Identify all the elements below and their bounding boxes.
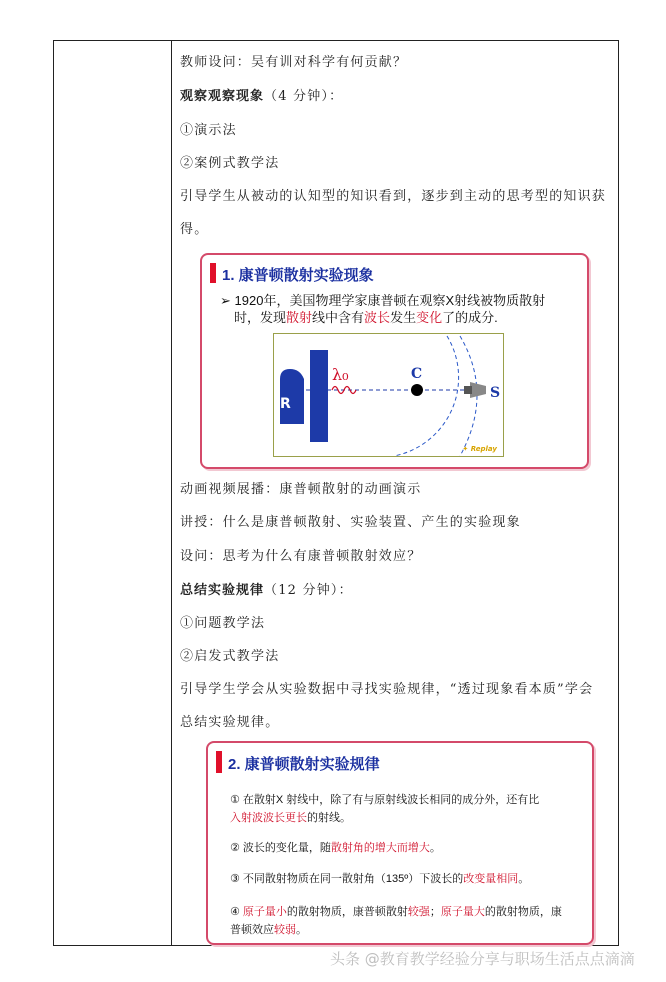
source-label: R bbox=[280, 396, 291, 412]
text-line: 讲授：什么是康普顿散射、实验装置、产生的实验现象 bbox=[180, 515, 521, 530]
text-line: 引导学生学会从实验数据中寻找实验规律，“透过现象看本质”学会 bbox=[180, 682, 594, 697]
text-line: ②启发式教学法 bbox=[180, 649, 280, 664]
text-line: ①演示法 bbox=[180, 123, 237, 138]
highlight-text: 较弱 bbox=[274, 924, 296, 936]
highlight-text: 波长 bbox=[364, 310, 391, 325]
highlight-text: 原子量大 bbox=[440, 906, 485, 918]
highlight-text: 散射 bbox=[286, 310, 313, 325]
scattering-arc bbox=[394, 336, 459, 456]
text-segment: 的散射物质，康 bbox=[484, 906, 562, 918]
slide-card-compton-phenomenon bbox=[200, 253, 589, 469]
bullet-line-2 bbox=[234, 307, 498, 326]
highlight-text: 较强 bbox=[407, 906, 430, 918]
text-segment: 。 bbox=[429, 842, 441, 854]
text-line: 引导学生从被动的认知型的知识看到，逐步到主动的思考型的知识获 bbox=[180, 189, 607, 204]
text-line: 得。 bbox=[180, 222, 209, 237]
text-segment: 时，发现 bbox=[234, 310, 287, 325]
text-segment: 普顿效应 bbox=[230, 924, 274, 936]
highlight-text: 散射角的增大而增大 bbox=[330, 842, 430, 854]
text-line: ②案例式教学法 bbox=[180, 156, 280, 171]
replay-button[interactable]: ✦ Replay bbox=[462, 445, 497, 453]
highlight-text: 入射波波长更长 bbox=[230, 812, 307, 824]
text-segment: 的散射物质，康普顿散射 bbox=[286, 906, 408, 918]
text-segment: 1920年，美国物理学家康普顿在观察X射线被物质散射 bbox=[234, 293, 546, 308]
wavelength-label: λ₀ bbox=[332, 365, 349, 384]
apparatus-svg bbox=[274, 334, 503, 456]
text-segment: ② 波长的变化量，随 bbox=[230, 842, 331, 854]
rule-4-line-2 bbox=[230, 921, 307, 937]
title-accent-bar bbox=[216, 751, 222, 773]
section-heading bbox=[180, 582, 353, 599]
rule-1-line-1: ① 在散射X 射线中，除了有与原射线波长相同的成分外，还有比 bbox=[230, 794, 540, 806]
title-accent-bar bbox=[210, 263, 216, 283]
rule-3 bbox=[230, 870, 529, 886]
text-segment: ④ bbox=[230, 906, 243, 918]
scatterer-label: C bbox=[411, 366, 423, 382]
text-line: 教师设问：吴有训对科学有何贡献？ bbox=[180, 55, 408, 70]
text-line: 总结实验规律。 bbox=[180, 715, 280, 730]
text-line: ①问题教学法 bbox=[180, 616, 266, 631]
text-segment: 发生 bbox=[390, 310, 417, 325]
text-segment: 线中含有 bbox=[312, 310, 365, 325]
section-heading bbox=[180, 88, 343, 105]
text-line: 动画视频展播：康普顿散射的动画演示 bbox=[180, 482, 422, 497]
heading-rest: （12 分钟）： bbox=[264, 583, 353, 598]
text-segment: 。 bbox=[296, 924, 307, 936]
rule-4-line-1 bbox=[230, 903, 562, 919]
lesson-table bbox=[53, 40, 619, 946]
text-segment: 的射线。 bbox=[307, 812, 351, 824]
text-segment: 了的成分. bbox=[442, 310, 498, 325]
slide-card-compton-rules bbox=[206, 741, 594, 945]
detector-body bbox=[464, 386, 472, 394]
detector-icon bbox=[470, 382, 486, 398]
watermark: 头条 @教育教学经验分享与职场生活点点滴滴 bbox=[330, 950, 635, 968]
highlight-text: 原子量小 bbox=[242, 906, 287, 918]
rule-1-line-2 bbox=[230, 809, 351, 825]
card-title: 2. 康普顿散射实验规律 bbox=[228, 756, 380, 773]
card-title: 1. 康普顿散射实验现象 bbox=[222, 267, 374, 284]
text-line: 设问：思考为什么有康普顿散射效应？ bbox=[180, 549, 422, 564]
text-segment: ； bbox=[429, 906, 441, 918]
scatterer-dot bbox=[411, 384, 423, 396]
slit-block bbox=[310, 350, 328, 442]
heading-bold: 观察观察现象 bbox=[180, 89, 265, 104]
heading-bold: 总结实验规律 bbox=[180, 583, 265, 598]
bullet-icon: ➢ bbox=[220, 293, 231, 308]
rule-2 bbox=[230, 839, 441, 855]
detector-label: S bbox=[490, 385, 501, 401]
heading-rest: （4 分钟）： bbox=[264, 89, 344, 104]
highlight-text: 变化 bbox=[416, 310, 443, 325]
highlight-text: 改变量相同 bbox=[463, 873, 519, 885]
compton-apparatus-diagram bbox=[273, 333, 504, 457]
column-divider bbox=[171, 41, 172, 945]
text-segment: 。 bbox=[518, 873, 530, 885]
text-segment: ③ 不同散射物质在同一散射角（135º）下波长的 bbox=[230, 873, 464, 885]
